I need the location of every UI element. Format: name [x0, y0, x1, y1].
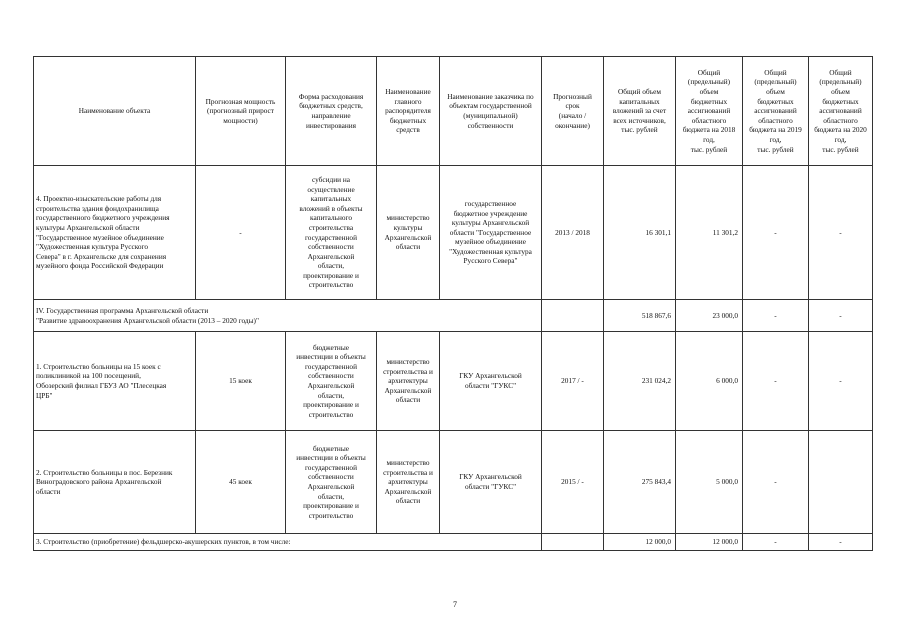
header-customer: Наименование заказчика по объектам государственной (муниципальной) собственности — [440, 57, 542, 166]
row3-term-empty — [542, 534, 604, 551]
header-budget-manager: Наименование главного распорядителя бюджетных средств — [377, 57, 440, 166]
row1-capacity: 15 коек — [196, 332, 286, 431]
section-budget-2020: - — [809, 300, 873, 332]
row1-budget-2018: 6 000,0 — [676, 332, 743, 431]
row1-budget-2019: - — [743, 332, 809, 431]
row4-budget-manager: министерство культуры Архангельской области — [377, 166, 440, 300]
row4-term: 2013 / 2018 — [542, 166, 604, 300]
row3-object-name: 3. Строительство (приобретение) фельдшерско-акушерских пунктов, в том числе: — [34, 534, 440, 551]
section-term-empty — [542, 300, 604, 332]
row4-total-investment: 16 301,1 — [604, 166, 676, 300]
row2-customer: ГКУ Архангельской области "ГУКС" — [440, 431, 542, 534]
row4-budget-2019: - — [743, 166, 809, 300]
table-row — [34, 332, 873, 431]
row2-budget-manager: министерство строительства и архитектуры Архангельской области — [377, 431, 440, 534]
header-term: Прогнозный срок (начало / окончание) — [542, 57, 604, 166]
row4-budget-2018: 11 301,2 — [676, 166, 743, 300]
row4-customer: государственное бюджетное учреждение культуры Архангельской области "Государственное музейное объединение "Художественная культура Русского Севера" — [440, 166, 542, 300]
section-budget-2019: - — [743, 300, 809, 332]
section-budget-2018: 23 000,0 — [676, 300, 743, 332]
row2-total-investment: 275 843,4 — [604, 431, 676, 534]
row2-budget-2019: - — [743, 431, 809, 534]
row2-budget-2020 — [809, 431, 873, 534]
row2-term: 2015 / - — [542, 431, 604, 534]
row3-budget-2019: - — [743, 534, 809, 551]
row4-budget-2020: - — [809, 166, 873, 300]
budget-table — [33, 56, 873, 551]
row4-capacity: - — [196, 166, 286, 300]
row1-budget-manager: министерство строительства и архитектуры Архангельской области — [377, 332, 440, 431]
header-budget-2019: Общий (предельный) объем бюджетных ассигнований областного бюджета на 2019 год, тыс. рублей — [743, 57, 809, 166]
page-number: 7 — [453, 600, 457, 609]
header-budget-2020: Общий (предельный) объем бюджетных ассигнований областного бюджета на 2020 год, тыс. рублей — [809, 57, 873, 166]
row1-object-name: 1. Строительство больницы на 15 коек с поликлиникой на 100 посещений, Обозерский филиал ГБУЗ АО "Плесецкая ЦРБ" — [34, 332, 196, 431]
row1-total-investment: 231 024,2 — [604, 332, 676, 431]
row2-budget-2018: 5 000,0 — [676, 431, 743, 534]
header-capacity: Прогнозная мощность (прогнозный прирост мощности) — [196, 57, 286, 166]
table-row — [34, 431, 873, 534]
row3-total-investment: 12 000,0 — [604, 534, 676, 551]
header-expense-form: Форма расходования бюджетных средств, направление инвестирования — [286, 57, 377, 166]
section-total-investment: 518 867,6 — [604, 300, 676, 332]
header-total-investment: Общий объем капитальных вложений за счет всех источников, тыс. рублей — [604, 57, 676, 166]
section-row — [34, 300, 873, 332]
section-title: IV. Государственная программа Архангельской области "Развитие здравоохранения Архангельской области (2013 – 2020 годы)" — [34, 300, 440, 332]
row3-budget-2020: - — [809, 534, 873, 551]
row4-object-name: 4. Проектно-изыскательские работы для строительства здания фондохранилища государственного бюджетного учреждения культуры Архангельской области "Государственное музейное объединение "Художественная культура Русского Севера" в г. Архангельске для сохранения музейного фонда Российской Федерации — [34, 166, 196, 300]
row3-budget-2018: 12 000,0 — [676, 534, 743, 551]
row1-budget-2020: - — [809, 332, 873, 431]
row2-object-name: 2. Строительство больницы в пос. Березник Виноградовского района Архангельской области — [34, 431, 196, 534]
row1-expense-form: бюджетные инвестиции в объекты государственной собственности Архангельской области, проектирование и строительство — [286, 332, 377, 431]
table-row — [34, 534, 873, 551]
header-row — [34, 57, 873, 166]
table-row — [34, 166, 873, 300]
header-object-name: Наименование объекта — [34, 57, 196, 166]
row2-expense-form: бюджетные инвестиции в объекты государственной собственности Архангельской области, проектирование и строительство — [286, 431, 377, 534]
row4-expense-form: субсидии на осуществление капитальных вложений в объекты капитального строительства государственной собственности Архангельской области, проектирование и строительство — [286, 166, 377, 300]
row1-term: 2017 / - — [542, 332, 604, 431]
row2-capacity: 45 коек — [196, 431, 286, 534]
row3-customer-empty — [440, 534, 542, 551]
section-customer-empty — [440, 300, 542, 332]
row1-customer: ГКУ Архангельской области "ГУКС" — [440, 332, 542, 431]
header-budget-2018: Общий (предельный) объем бюджетных ассигнований областного бюджета на 2018 год, тыс. рублей — [676, 57, 743, 166]
